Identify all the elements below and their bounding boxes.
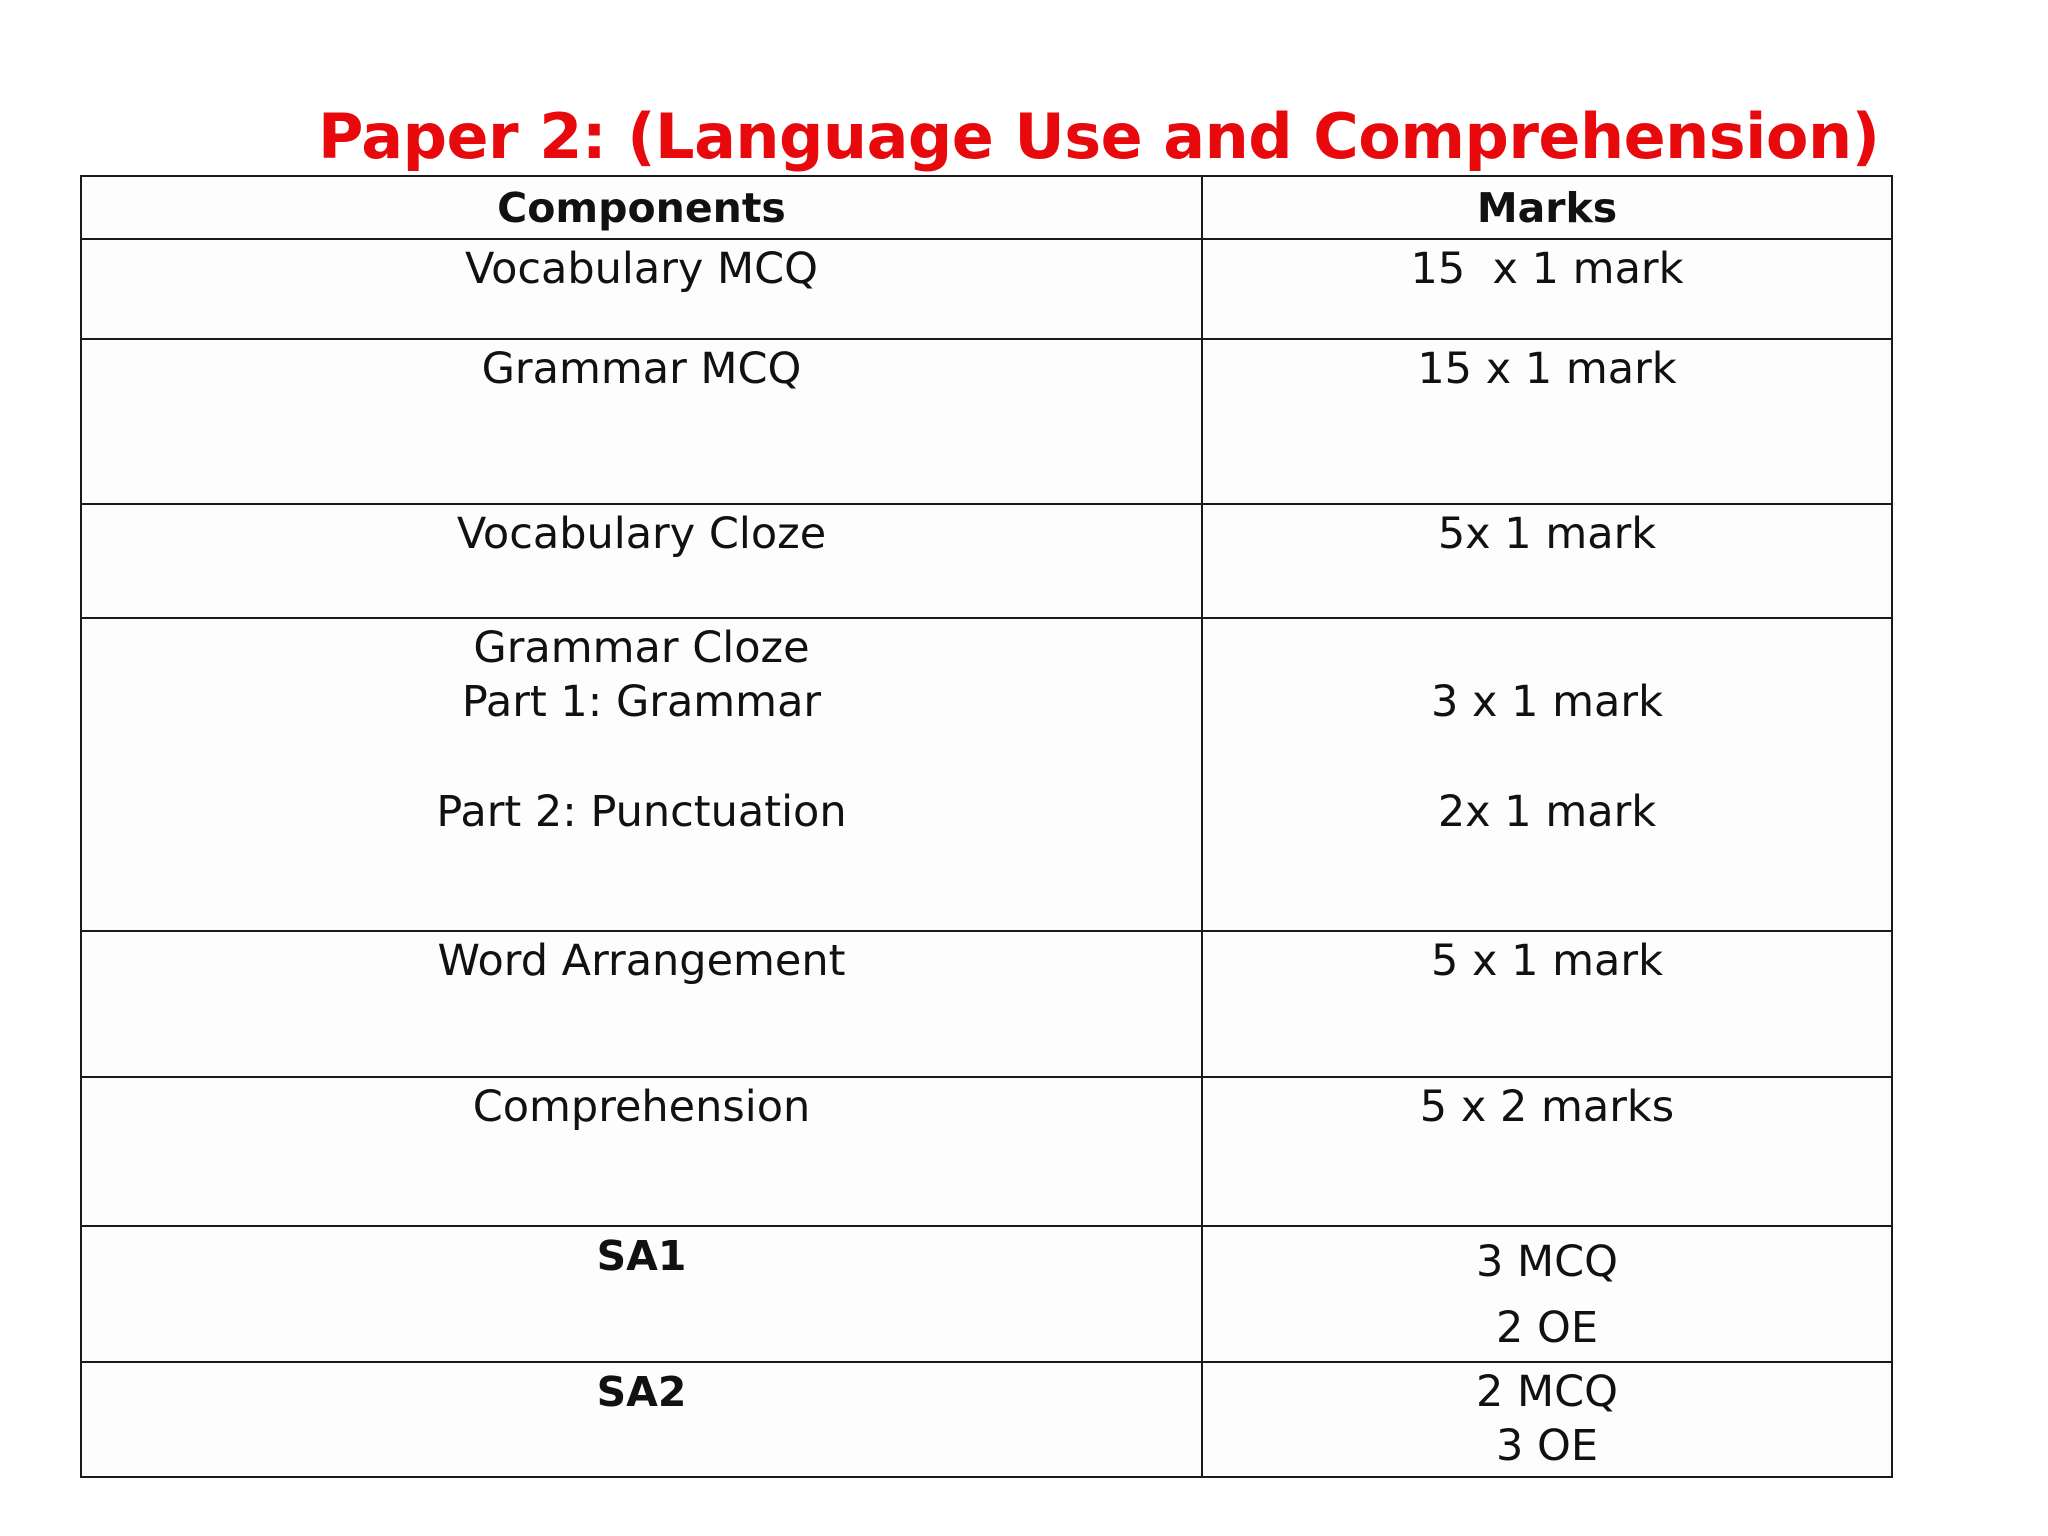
component-sublabel: Part 2: Punctuation <box>436 787 847 837</box>
table-row <box>81 1362 1892 1477</box>
marks-value: 3 x 1 mark <box>1431 677 1663 727</box>
table-row <box>81 504 1892 618</box>
component-label: Grammar MCQ <box>481 344 802 394</box>
component-cell <box>81 239 1202 339</box>
marks-value: 15 x 1 mark <box>1410 244 1684 294</box>
marks-cell <box>1202 618 1892 931</box>
marks-cell <box>1202 504 1892 618</box>
marks-cell <box>1202 239 1892 339</box>
marks-value: 3 MCQ <box>1476 1237 1618 1287</box>
marks-cell <box>1202 339 1892 504</box>
component-cell <box>81 1226 1202 1362</box>
header-components: Components <box>81 176 1202 239</box>
table-row <box>81 339 1892 504</box>
component-cell <box>81 504 1202 618</box>
component-cell <box>81 931 1202 1077</box>
component-label: Grammar Cloze <box>473 623 810 673</box>
marks-value: 2x 1 mark <box>1437 787 1657 837</box>
marks-cell <box>1202 1362 1892 1477</box>
table-header-row <box>81 176 1892 239</box>
component-cell <box>81 618 1202 931</box>
table-row <box>81 1226 1892 1362</box>
marks-value: 15 x 1 mark <box>1417 344 1677 394</box>
components-marks-table <box>80 175 1893 1478</box>
marks-value: 5x 1 mark <box>1437 509 1657 559</box>
component-cell <box>81 339 1202 504</box>
component-cell <box>81 1077 1202 1226</box>
table-row <box>81 618 1892 931</box>
marks-value: 5 x 2 marks <box>1419 1082 1675 1132</box>
header-marks: Marks <box>1202 176 1892 239</box>
marks-value: 5 x 1 mark <box>1431 936 1663 986</box>
component-label: SA2 <box>596 1368 687 1416</box>
component-label: Vocabulary MCQ <box>465 244 818 294</box>
component-label: Word Arrangement <box>437 936 846 986</box>
page-title: Paper 2: (Language Use and Comprehension) <box>318 100 1880 173</box>
component-label: Comprehension <box>472 1082 811 1132</box>
component-cell <box>81 1362 1202 1477</box>
marks-cell <box>1202 1077 1892 1226</box>
component-label: SA1 <box>596 1232 687 1280</box>
table-row <box>81 931 1892 1077</box>
marks-value: 2 MCQ <box>1476 1367 1618 1417</box>
table-row <box>81 239 1892 339</box>
component-sublabel: Part 1: Grammar <box>461 677 822 727</box>
marks-cell <box>1202 1226 1892 1362</box>
marks-value: 3 OE <box>1495 1421 1599 1471</box>
marks-value: 2 OE <box>1495 1303 1599 1353</box>
marks-cell <box>1202 931 1892 1077</box>
component-label: Vocabulary Cloze <box>456 509 827 559</box>
table-row <box>81 1077 1892 1226</box>
